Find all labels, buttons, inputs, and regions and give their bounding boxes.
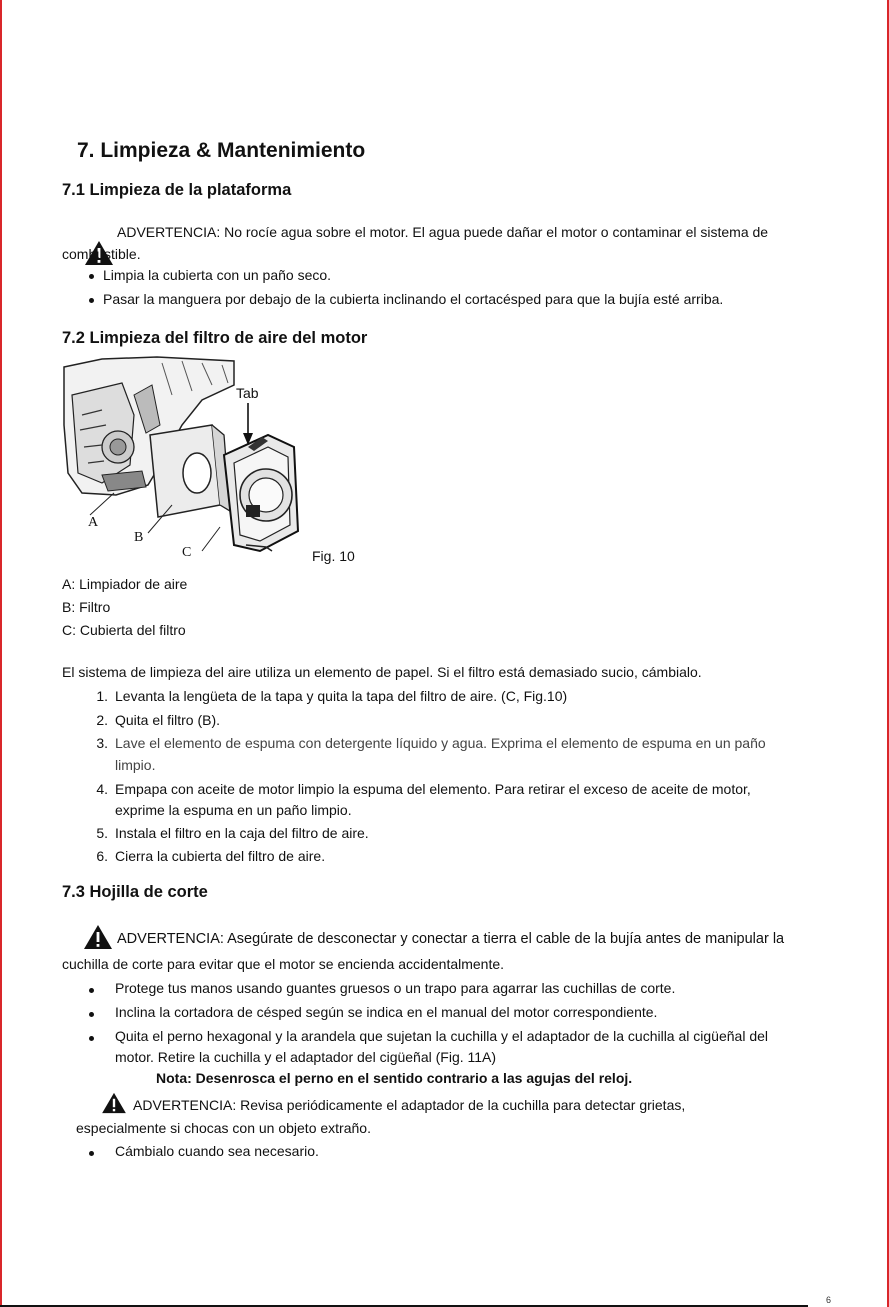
list-item: Quita el perno hexagonal y la arandela que sujetan la cuchilla y el adaptador de la cuchilla al cigüeñal del [115, 1028, 768, 1044]
step-6: Cierra la cubierta del filtro de aire. [115, 848, 326, 864]
step-number: 1. [96, 688, 108, 704]
step-1: Levanta la lengüeta de la tapa y quita la tapa del filtro de aire. (C, Fig.10) [115, 688, 568, 704]
warning-text: ADVERTENCIA: No rocíe agua sobre el motor. El agua puede dañar el motor o contaminar el sistema de [117, 224, 769, 240]
step-number: 4. [96, 781, 108, 797]
figure-tab-label: Tab [236, 385, 259, 401]
step-number: 6. [96, 848, 108, 864]
intro-paragraph: El sistema de limpieza del aire utiliza un elemento de papel. Si el filtro está demasiado sucio, cámbialo. [62, 664, 702, 680]
step-4: Empapa con aceite de motor limpio la espuma del elemento. Para retirar el exceso de aceite de motor, [115, 781, 751, 797]
step-3-cont: limpio. [115, 757, 156, 773]
list-item: Pasar la manguera por debajo de la cubierta inclinando el cortacésped para que la bujía esté arriba. [103, 291, 724, 307]
bullet-dot [89, 1012, 94, 1017]
air-filter-figure [62, 355, 307, 560]
bullet-dot [89, 1151, 94, 1156]
list-item: Inclina la cortadora de césped según se indica en el manual del motor correspondiente. [115, 1004, 658, 1020]
step-number: 5. [96, 825, 108, 841]
section-title: 7. Limpieza & Mantenimiento [77, 139, 366, 162]
warning-icon [83, 924, 113, 950]
list-item: Protege tus manos usando guantes gruesos o un trapo para agarrar las cuchillas de corte. [115, 980, 676, 996]
page-number: 6 [826, 1295, 832, 1305]
subsection-title-7-3: 7.3 Hojilla de corte [62, 883, 208, 901]
warning-text-cont: especialmente si chocas con un objeto extraño. [76, 1120, 371, 1136]
step-number: 3. [96, 735, 108, 751]
page-edge-left [0, 0, 2, 1307]
list-item: Cámbialo cuando sea necesario. [115, 1143, 319, 1159]
step-5: Instala el filtro en la caja del filtro de aire. [115, 825, 369, 841]
air-filter-illustration [62, 355, 307, 560]
step-number: 2. [96, 712, 108, 728]
bullet-dot [89, 988, 94, 993]
warning-text-cont: cuchilla de corte para evitar que el motor se encienda accidentalmente. [62, 956, 505, 972]
legend-item: B: Filtro [62, 599, 111, 615]
step-3: Lave el elemento de espuma con detergente líquido y agua. Exprima el elemento de espuma en un paño [115, 735, 766, 751]
legend-item: A: Limpiador de aire [62, 576, 188, 592]
warning-icon [101, 1092, 127, 1114]
figure-label-b: B [134, 530, 144, 545]
subsection-title-7-2: 7.2 Limpieza del filtro de aire del motor [62, 329, 368, 347]
note-text: Nota: Desenrosca el perno en el sentido contrario a las agujas del reloj. [156, 1070, 633, 1086]
warning-text: ADVERTENCIA: Revisa periódicamente el adaptador de la cuchilla para detectar grietas, [133, 1097, 686, 1113]
list-item: Limpia la cubierta con un paño seco. [103, 267, 332, 283]
bullet-dot [89, 1036, 94, 1041]
legend-item: C: Cubierta del filtro [62, 622, 186, 638]
step-4-cont: exprime la espuma en un paño limpio. [115, 802, 352, 818]
list-item-cont: motor. Retire la cuchilla y el adaptador del cigüeñal (Fig. 11A) [115, 1049, 497, 1065]
figure-caption: Fig. 10 [312, 548, 355, 564]
step-2: Quita el filtro (B). [115, 712, 221, 728]
subsection-title-7-1: 7.1 Limpieza de la plataforma [62, 181, 292, 199]
figure-label-c: C [182, 545, 192, 560]
figure-label-a: A [88, 515, 99, 530]
warning-text-cont: combustible. [62, 246, 141, 262]
warning-text: ADVERTENCIA: Asegúrate de desconectar y conectar a tierra el cable de la bujía antes de manipular la [117, 931, 785, 947]
bullet-dot [89, 298, 94, 303]
bullet-dot [89, 274, 94, 279]
